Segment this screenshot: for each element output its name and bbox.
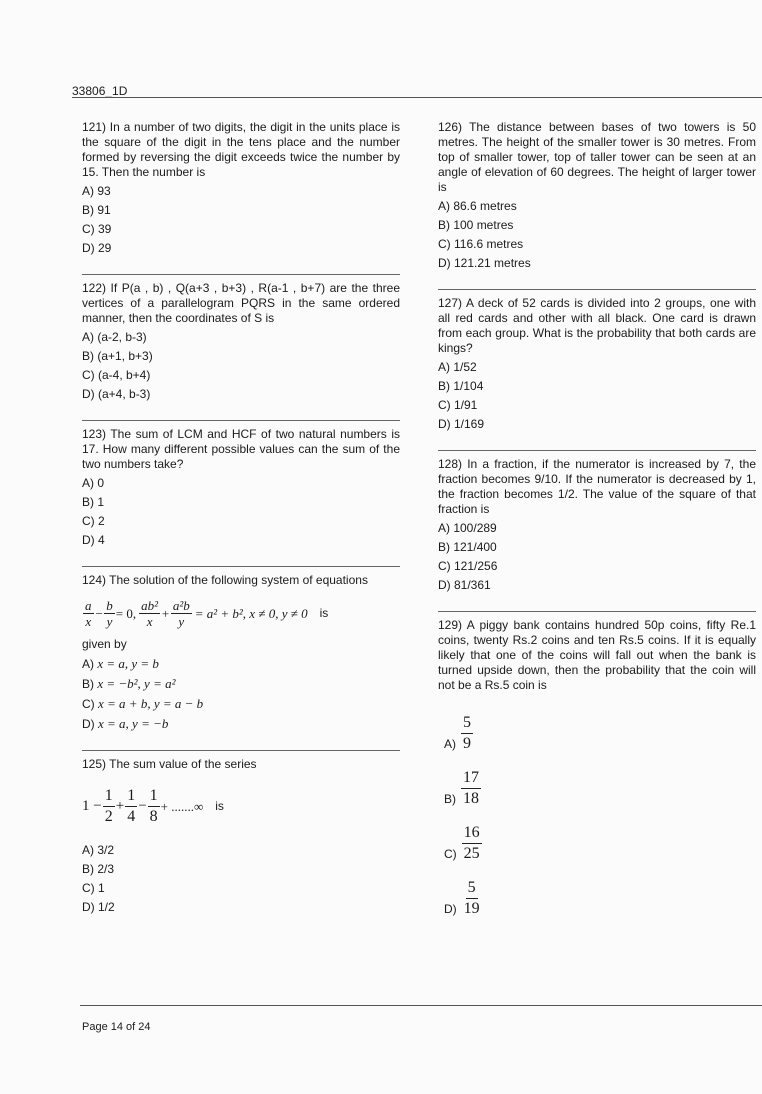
option-c: C) (a-4, b+4): [82, 368, 151, 382]
fraction: [83, 598, 94, 629]
question-stem: 125) The sum value of the series: [82, 757, 257, 771]
question-124: [82, 573, 400, 732]
option-a: A) 1/52: [438, 360, 477, 374]
denominator: y: [178, 614, 185, 629]
is-word: is: [215, 799, 224, 813]
question-122: [82, 281, 400, 402]
numerator: 5: [461, 713, 473, 734]
denominator: 4: [127, 808, 136, 825]
option-label: A): [444, 737, 456, 751]
document-id: 33806_1D: [72, 84, 128, 98]
question-126: [438, 120, 756, 271]
option-d: D) 121.21 metres: [438, 256, 531, 270]
fraction: [461, 713, 473, 754]
denominator: 2: [104, 808, 113, 825]
numerator: 1: [103, 786, 115, 807]
option-label: A): [82, 657, 94, 671]
option-d: D) 81/361: [438, 578, 491, 592]
option-d: D) 1/169: [438, 417, 485, 431]
numerator: 5: [466, 878, 478, 899]
option-d: D) (a+4, b-3): [82, 387, 151, 401]
option-c: [444, 823, 756, 864]
question-stem: 126) The distance between bases of two towers is 50 metres. The height of the smaller tower is 30 metres. From top of smaller tower, top of taller tower can be seen at an angle of elevation of 60 degrees. The height of larger tower is: [438, 120, 756, 194]
equation-rhs: = a² + b², x ≠ 0, y ≠ 0: [194, 606, 308, 621]
question-stem: 128) In a fraction, if the numerator is increased by 7, the fraction becomes 9/10. If the numerator is decreased by 1, the fraction becomes 1/2. The value of the square of that fraction is: [438, 457, 756, 516]
fraction: [103, 786, 115, 827]
denominator: 19: [463, 900, 480, 917]
denominator: 8: [149, 808, 158, 825]
option-b: B) 1: [82, 495, 105, 509]
option-d: [82, 716, 400, 732]
footer-divider: [80, 1005, 762, 1006]
fraction: [125, 786, 137, 827]
fraction: [104, 598, 115, 629]
question-123: [82, 427, 400, 548]
question-divider: [438, 450, 756, 451]
question-stem: 124) The solution of the following system of equations: [82, 573, 368, 587]
option-a: A) (a-2, b-3): [82, 330, 147, 344]
option-a: [444, 713, 756, 754]
question-129: [438, 618, 756, 919]
question-stem: 127) A deck of 52 cards is divided into 2 groups, one with all red cards and other with all black. One card is drawn from each group. What is the probability that both cards are kings?: [438, 296, 756, 355]
left-column: [82, 120, 400, 915]
question-stem: 122) If P(a , b) , Q(a+3 , b+3) , R(a-1 , b+7) are the three vertices of a parallelogram PQRS in the same ordered manner, then the coordinates of S is: [82, 281, 400, 325]
denominator: x: [85, 614, 92, 629]
equation-system: [82, 598, 400, 629]
given-by-text: given by: [82, 637, 127, 651]
option-c: C) 2: [82, 514, 105, 528]
numerator: b: [106, 598, 113, 613]
numerator: 17: [461, 768, 481, 789]
series-lead: 1 −: [82, 798, 102, 814]
question-stem: 123) The sum of LCM and HCF of two natural numbers is 17. How many different possible values can the sum of the two numbers take?: [82, 427, 400, 471]
numerator: 1: [125, 786, 137, 807]
option-c: C) 116.6 metres: [438, 237, 524, 251]
denominator: x: [146, 614, 153, 629]
fraction: [462, 823, 482, 864]
option-d: D) 29: [82, 241, 112, 255]
question-divider: [82, 566, 400, 567]
option-d: [444, 878, 756, 919]
is-word: is: [319, 606, 329, 620]
question-divider: [82, 274, 400, 275]
fraction: [462, 878, 482, 919]
option-c: C) 1/91: [438, 398, 478, 412]
question-128: [438, 457, 756, 593]
right-column: [438, 120, 756, 919]
operator: +: [161, 606, 170, 621]
option-a: A) 93: [82, 184, 111, 198]
fraction: [148, 786, 160, 827]
question-divider: [438, 289, 756, 290]
question-127: [438, 296, 756, 432]
option-b: B) 100 metres: [438, 218, 514, 232]
option-b: [444, 768, 756, 809]
numerator: a²b: [172, 598, 190, 613]
option-label: D): [444, 902, 457, 916]
option-b: [82, 676, 400, 692]
option-b: B) 1/104: [438, 379, 484, 393]
option-label: B): [82, 677, 94, 691]
option-label: B): [444, 792, 456, 806]
question-121: [82, 120, 400, 256]
option-d: D) 4: [82, 533, 105, 547]
option-a: A) 3/2: [82, 843, 115, 857]
series-expression: [82, 786, 400, 827]
operator: −: [138, 798, 147, 814]
option-a: [82, 656, 400, 672]
denominator: 9: [463, 735, 471, 752]
question-divider: [438, 611, 756, 612]
question-divider: [82, 420, 400, 421]
option-a: A) 86.6 metres: [438, 199, 517, 213]
question-stem: 121) In a number of two digits, the digit in the units place is the square of the digit in the tens place and the number formed by reversing the digit exceeds twice the number by 15. Then the number is: [82, 120, 400, 179]
option-c: C) 121/256: [438, 559, 498, 573]
equals-zero: = 0,: [115, 606, 137, 621]
fraction: [139, 598, 160, 629]
header-divider: [72, 97, 762, 98]
denominator: y: [106, 614, 113, 629]
question-125: [82, 757, 400, 915]
option-label: C): [82, 697, 95, 711]
option-d: D) 1/2: [82, 900, 115, 914]
denominator: 25: [463, 845, 480, 862]
option-c: [82, 696, 400, 712]
option-c: C) 39: [82, 222, 112, 236]
question-divider: [82, 750, 400, 751]
numerator: a: [85, 598, 92, 613]
numerator: 1: [148, 786, 160, 807]
numerator: 16: [462, 823, 482, 844]
fraction: [461, 768, 481, 809]
operator: −: [94, 606, 104, 621]
numerator: ab²: [141, 598, 159, 613]
option-math: x = a + b, y = a − b: [98, 696, 204, 711]
fraction: [171, 598, 192, 629]
option-math: x = a, y = −b: [98, 716, 169, 731]
option-label: C): [444, 847, 457, 861]
option-b: B) 121/400: [438, 540, 497, 554]
denominator: 18: [463, 790, 479, 807]
option-math: x = −b², y = a²: [97, 676, 176, 691]
page-number: Page 14 of 24: [82, 1021, 151, 1033]
option-a: A) 0: [82, 476, 105, 490]
option-a: A) 100/289: [438, 521, 497, 535]
series-tail: + .......∞: [160, 799, 204, 814]
option-b: B) 2/3: [82, 862, 115, 876]
option-b: B) (a+1, b+3): [82, 349, 153, 363]
operator: +: [115, 798, 125, 814]
option-b: B) 91: [82, 203, 111, 217]
option-math: x = a, y = b: [97, 656, 159, 671]
option-label: D): [82, 717, 95, 731]
question-stem: 129) A piggy bank contains hundred 50p coins, fifty Re.1 coins, twenty Rs.2 coins and ten Rs.5 coins. If it is equally likely that one of the coins will fall out when the bank is turned upside down, then the probability that the coin will not be a Rs.5 coin is: [438, 618, 756, 692]
option-c: C) 1: [82, 881, 105, 895]
